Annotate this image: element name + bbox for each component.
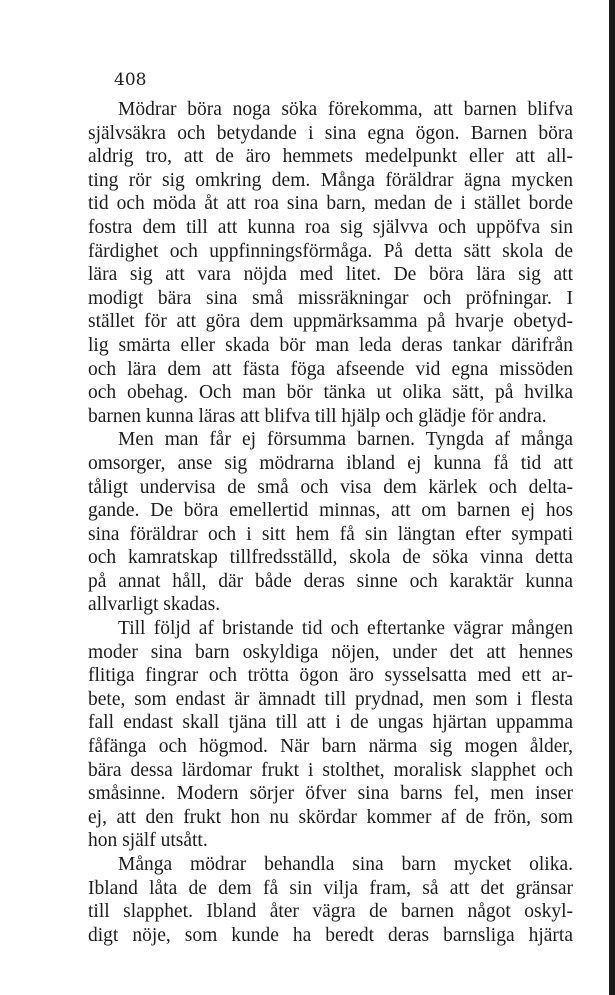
- text-line: bära dessa lärdomar frukt i stolthet, moralisk slapphet och: [88, 759, 573, 781]
- text-line: ej, att den frukt hon nu skördar kommer af de frön, som: [88, 806, 573, 828]
- text-line: Många mödrar behandla sina barn mycket olika.: [118, 854, 573, 875]
- page-number: 408: [114, 70, 147, 90]
- text-line: fall endast skall tjäna till att i de ungas hjärtan uppamma: [88, 712, 573, 734]
- text-line: färdighet och uppfinningsförmåga. På detta sätt skola de: [88, 240, 573, 262]
- text-line: tid och möda åt att roa sina barn, medan de i stället borde: [88, 193, 573, 215]
- text-line: sina föräldrar och i sitt hem få sin längtan efter sympati: [88, 523, 573, 545]
- text-line: stället för att göra dem uppmärksamma på hvarje obetyd-: [88, 311, 573, 333]
- text-line: självsäkra och betydande i sina egna ögon. Barnen böra: [88, 122, 573, 144]
- text-line: aldrig tro, att de äro hemmets medelpunkt eller att all-: [88, 146, 573, 168]
- text-line: modigt bära sina små missräkningar och pröfningar. I: [88, 287, 573, 309]
- text-line: på annat håll, där både deras sinne och karaktär kunna: [88, 570, 573, 592]
- text-line: digt nöje, som kunde ha beredt deras barnsliga hjärta: [88, 924, 573, 946]
- text-line: Ibland låta de dem få sin vilja fram, så att det gränsar: [88, 877, 573, 899]
- text-line: gande. De böra emellertid minnas, att om barnen ej hos: [88, 500, 573, 522]
- text-line: Men man får ej försumma barnen. Tyngda af många: [118, 429, 573, 451]
- text-line: lig smärta eller skada bör man leda deras tankar därifrån: [88, 334, 573, 356]
- text-line: lära sig att vara nöjda med litet. De böra lära sig att: [88, 264, 573, 286]
- scan-edge: [609, 0, 615, 995]
- text-line: tåligt undervisa de små och visa dem kärlek och delta-: [88, 476, 573, 498]
- text-line: bete, som endast är ämnadt till prydnad, men som i flesta: [88, 688, 573, 710]
- text-line: Till följd af bristande tid och eftertanke vägrar mången: [118, 618, 573, 640]
- text-line: och lära dem att fästa föga afseende vid egna missöden: [88, 358, 573, 380]
- text-line: Mödrar böra noga söka förekomma, att barnen blifva: [118, 99, 573, 120]
- text-line: barnen kunna läras att blifva till hjälp och glädje för andra.: [88, 405, 547, 427]
- text-line: moder sina barn oskyldiga nöjen, under det att hennes: [88, 641, 573, 663]
- text-line: till slapphet. Ibland åter vägra de barnen något oskyl-: [88, 901, 573, 923]
- text-line: allvarligt skadas.: [88, 594, 221, 616]
- text-line: hon själf utsått.: [88, 830, 208, 852]
- text-line: och obehag. Och man bör tänka ut olika sätt, på hvilka: [88, 382, 573, 404]
- text-line: fåfänga och högmod. När barn närma sig mogen ålder,: [88, 736, 573, 758]
- text-line: ting rör sig omkring dem. Många föräldrar ägna mycken: [88, 169, 573, 191]
- text-line: småsinne. Modern sörjer öfver sina barns fel, men inser: [88, 783, 573, 805]
- text-line: fostra dem till att kunna roa sig självva och uppöfva sin: [88, 216, 573, 238]
- body-text: [88, 98, 573, 947]
- text-line: och kamratskap tillfredsställd, skola de söka vinna detta: [88, 547, 573, 569]
- text-line: omsorger, anse sig mödrarna ibland ej kunna få tid att: [88, 452, 573, 474]
- text-line: flitiga fingrar och trötta ögon äro sysselsatta med ett ar-: [88, 665, 573, 687]
